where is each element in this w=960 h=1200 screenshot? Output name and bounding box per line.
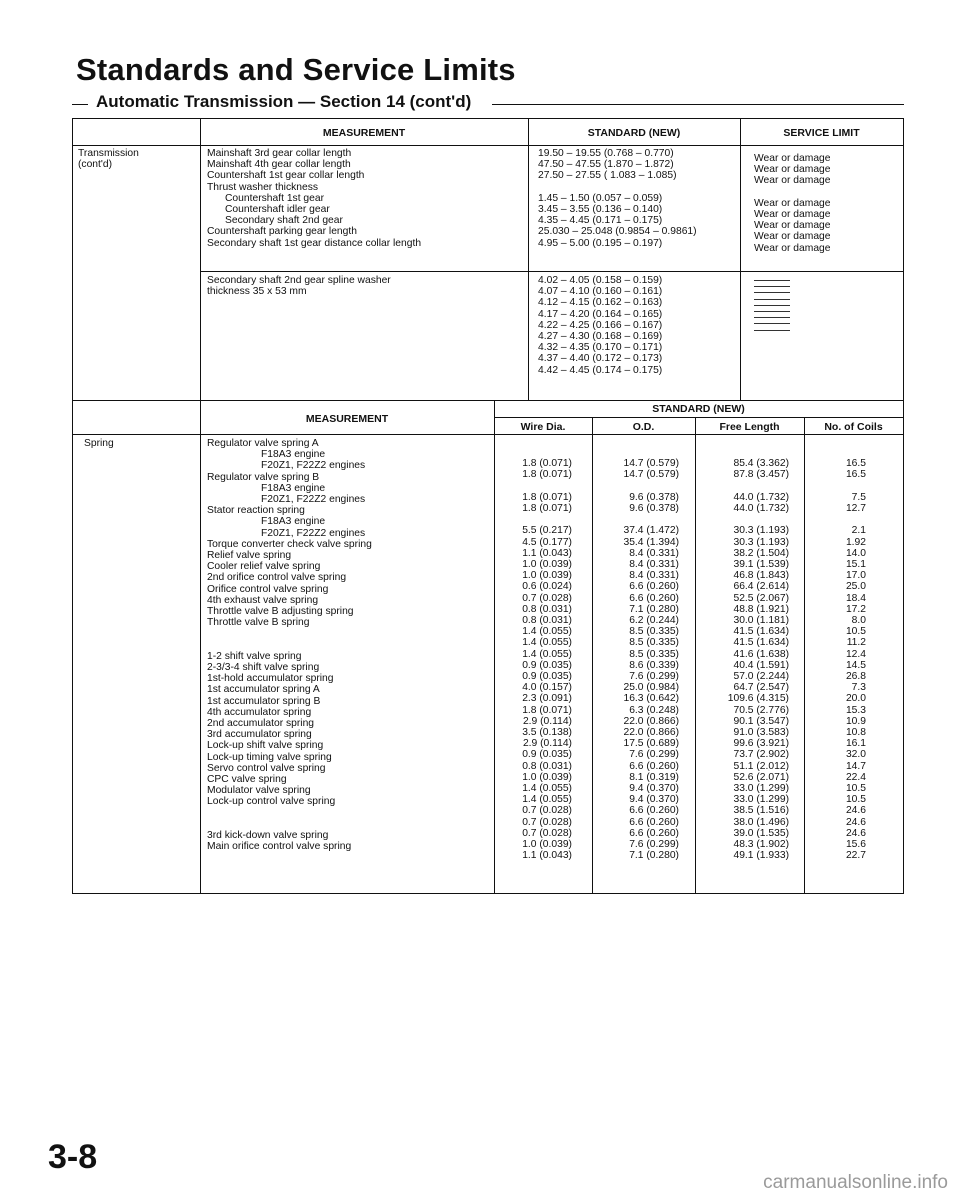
service-limit-value: [754, 187, 831, 198]
od-value: [592, 481, 679, 492]
wire-dia-value: 4.0 (0.157): [522, 682, 572, 694]
free-length-value: 49.1 (1.933): [733, 850, 789, 862]
free-length-value: 48.3 (1.902): [733, 839, 789, 851]
standard-value: 19.50 – 19.55 (0.768 – 0.770): [538, 148, 674, 159]
wire-dia-value: 1.4 (0.055): [522, 626, 572, 638]
heading-lead-rule: [72, 104, 88, 105]
od-value: 35.4 (1.394): [623, 536, 679, 548]
coils-value: 24.6: [845, 816, 866, 828]
od-value: 7.1 (0.280): [629, 850, 679, 862]
coils-value: 17.0: [845, 570, 866, 582]
no-limit-dash: [754, 299, 790, 300]
coils-value: 14.0: [845, 547, 866, 559]
od-value: 7.6 (0.299): [629, 749, 679, 761]
wire-dia-value: 1.4 (0.055): [522, 637, 572, 649]
header-no-of-coils: No. of Coils: [824, 421, 883, 433]
free-length-column: [695, 447, 789, 861]
page-number: 3-8: [48, 1138, 98, 1176]
coils-value: 15.6: [845, 839, 866, 851]
footer-watermark: carmanualsonline.info: [763, 1172, 948, 1193]
wire-dia-value: 2.9 (0.114): [522, 715, 572, 727]
standard-value: 25.030 – 25.048 (0.9854 – 0.9861): [538, 226, 697, 238]
standard-value: 4.42 – 4.45 (0.174 – 0.175): [538, 364, 663, 376]
spring-label: 2nd orifice control valve spring: [207, 572, 347, 584]
coils-value: 10.5: [845, 794, 866, 806]
header-divider: [72, 145, 904, 146]
service-limit-value: Wear or damage: [754, 231, 831, 243]
standard-value: 4.17 – 4.20 (0.164 – 0.165): [538, 308, 663, 320]
spring-label: 1st accumulator spring A: [207, 684, 320, 696]
coils-value: [804, 514, 866, 525]
od-value: 37.4 (1.472): [623, 525, 679, 537]
od-value: 8.5 (0.335): [629, 637, 679, 649]
standard-value: 4.07 – 4.10 (0.160 – 0.161): [538, 286, 663, 298]
no-limit-dash: [754, 292, 790, 293]
table-border-right: [903, 118, 904, 401]
od-value: 7.6 (0.299): [629, 671, 679, 683]
od-value: 7.1 (0.280): [629, 603, 679, 615]
od-value: 14.7 (0.579): [623, 469, 679, 481]
header-od: O.D.: [632, 421, 655, 433]
table-border-bottom: [72, 893, 904, 894]
coils-value: 16.5: [845, 469, 866, 481]
section-subtitle: Automatic Transmission — Section 14 (cont'd): [96, 92, 481, 112]
no-limit-dash: [754, 305, 790, 306]
standard-value: 47.50 – 47.55 (1.870 – 1.872): [538, 159, 674, 171]
page-title: Standards and Service Limits: [76, 52, 516, 87]
od-value: 25.0 (0.984): [623, 682, 679, 694]
section-heading: [72, 92, 904, 118]
spring-label: Torque converter check valve spring: [207, 538, 372, 550]
od-value: 6.2 (0.244): [629, 615, 679, 626]
free-length-value: 91.0 (3.583): [733, 727, 789, 739]
header-standard: STANDARD (NEW): [652, 403, 745, 415]
od-value: 9.6 (0.378): [629, 502, 679, 514]
service-limit-value: Wear or damage: [754, 242, 831, 254]
coils-value: 16.5: [845, 458, 866, 470]
measurement-item: Secondary shaft 2nd gear: [225, 215, 343, 227]
spring-label: F18A3 engine: [261, 516, 326, 528]
coils-value: 2.1: [851, 525, 866, 537]
spring-label: [207, 819, 372, 830]
coils-value: [804, 447, 866, 458]
measurement-item: thickness 35 x 53 mm: [207, 286, 307, 298]
coils-value: 7.5: [851, 491, 866, 503]
spring-label: Orifice control valve spring: [207, 583, 329, 595]
free-length-value: 52.6 (2.071): [733, 771, 789, 783]
spring-label: F20Z1, F22Z2 engines: [261, 527, 366, 539]
group-label: Spring: [84, 438, 114, 449]
free-length-value: 38.5 (1.516): [733, 805, 789, 817]
coils-column: [804, 447, 866, 861]
group-label-line: (cont'd): [78, 159, 113, 171]
coils-value: 15.3: [845, 704, 866, 716]
group-label: [78, 148, 139, 170]
coils-value: 17.2: [845, 603, 866, 615]
block1-measurements: [207, 148, 421, 249]
standard-value: 4.35 – 4.45 (0.171 – 0.175): [538, 215, 663, 227]
wire-dia-value: 0.8 (0.031): [522, 603, 572, 615]
spring-label: 3rd accumulator spring: [207, 729, 312, 741]
no-limit-dash: [754, 330, 790, 331]
standard-value: 4.22 – 4.25 (0.166 – 0.167): [538, 319, 663, 331]
free-length-value: 51.1 (2.012): [733, 760, 789, 772]
free-length-value: 99.6 (3.921): [733, 738, 789, 750]
od-value: 22.0 (0.866): [623, 727, 679, 739]
od-value: [592, 447, 679, 458]
free-length-value: 33.0 (1.299): [733, 794, 789, 806]
spring-label: F18A3 engine: [261, 449, 326, 461]
wire-dia-value: 1.4 (0.055): [522, 648, 572, 660]
wire-dia-value: 0.9 (0.035): [522, 749, 572, 761]
od-value: 9.6 (0.378): [629, 491, 679, 503]
wire-dia-value: [494, 481, 572, 492]
wire-dia-value: 1.8 (0.071): [522, 704, 572, 716]
wire-dia-value: 0.7 (0.028): [522, 827, 572, 839]
block-divider: [200, 271, 904, 272]
header-free-length: Free Length: [719, 421, 780, 433]
standard-value: 3.45 – 3.55 (0.136 – 0.140): [538, 204, 663, 215]
spring-label: 1-2 shift valve spring: [207, 650, 302, 662]
coils-value: 22.4: [845, 771, 866, 783]
od-value: 16.3 (0.642): [623, 693, 679, 705]
header-measurement: MEASUREMENT: [305, 413, 389, 425]
free-length-value: 85.4 (3.362): [733, 458, 789, 470]
coils-value: 14.5: [845, 659, 866, 671]
od-value: 22.0 (0.866): [623, 715, 679, 727]
service-limit-value: Wear or damage: [754, 153, 831, 164]
transmission-table: [72, 118, 904, 401]
spring-label: [207, 808, 372, 819]
header-measurement: MEASUREMENT: [322, 127, 406, 139]
free-length-value: 33.0 (1.299): [733, 783, 789, 795]
column-divider: [200, 401, 201, 894]
od-value: 7.6 (0.299): [629, 839, 679, 851]
service-limit-value: Wear or damage: [754, 164, 831, 176]
od-value: 6.6 (0.260): [629, 827, 679, 839]
wire-dia-value: 0.8 (0.031): [522, 760, 572, 772]
od-value: 6.6 (0.260): [629, 592, 679, 604]
free-length-value: 70.5 (2.776): [733, 704, 789, 716]
coils-value: 24.6: [845, 805, 866, 817]
free-length-value: 46.8 (1.843): [733, 570, 789, 582]
spring-label: Relief valve spring: [207, 550, 292, 562]
spring-label: F18A3 engine: [261, 482, 326, 494]
free-length-value: 41.6 (1.638): [733, 648, 789, 660]
od-value: [592, 514, 679, 525]
no-limit-dash: [754, 286, 790, 287]
wire-dia-value: 0.9 (0.035): [522, 671, 572, 683]
free-length-value: 39.1 (1.539): [733, 558, 789, 570]
no-limit-dash: [754, 311, 790, 312]
spring-label: 3rd kick-down valve spring: [207, 830, 329, 842]
standard-value: [538, 182, 697, 193]
od-value: 8.4 (0.331): [629, 558, 679, 570]
spring-label: Servo control valve spring: [207, 762, 326, 774]
column-divider: [528, 118, 529, 401]
service-limit-value: Wear or damage: [754, 175, 831, 187]
spring-label: 2-3/3-4 shift valve spring: [207, 662, 320, 674]
block2-standards: [538, 275, 662, 376]
spring-label: Regulator valve spring B: [207, 471, 320, 483]
od-value: 9.4 (0.370): [629, 783, 679, 795]
wire-dia-value: 0.7 (0.028): [522, 592, 572, 604]
wire-dia-value: 4.5 (0.177): [522, 536, 572, 548]
free-length-value: 87.8 (3.457): [733, 469, 789, 481]
od-column: [592, 447, 679, 861]
service-limit-value: Wear or damage: [754, 197, 831, 209]
service-limit-value: Wear or damage: [754, 209, 831, 220]
measurement-item: Countershaft parking gear length: [207, 226, 357, 238]
group-label-line: Transmission: [78, 148, 139, 159]
spring-labels: [207, 438, 372, 852]
spring-label: [207, 628, 372, 639]
spring-label: F20Z1, F22Z2 engines: [261, 460, 366, 472]
free-length-value: [695, 481, 789, 492]
column-divider: [740, 118, 741, 401]
wire-dia-value: 1.1 (0.043): [522, 850, 572, 862]
block1-standards: [538, 148, 697, 249]
od-value: 6.6 (0.260): [629, 581, 679, 593]
wire-dia-value: 1.0 (0.039): [522, 771, 572, 783]
header-service-limit: SERVICE LIMIT: [783, 127, 860, 139]
spring-label: Stator reaction spring: [207, 505, 305, 517]
standard-value: 4.27 – 4.30 (0.168 – 0.169): [538, 331, 663, 343]
spring-label: Lock-up timing valve spring: [207, 751, 332, 763]
measurement-item: Countershaft idler gear: [225, 204, 330, 216]
wire-dia-value: 3.5 (0.138): [522, 727, 572, 739]
table-border-left: [72, 118, 73, 401]
subheader-divider: [494, 417, 904, 418]
coils-value: 26.8: [845, 671, 866, 683]
column-divider: [200, 118, 201, 401]
measurement-item: Mainshaft 3rd gear collar length: [207, 148, 352, 159]
free-length-value: 66.4 (2.614): [733, 581, 789, 593]
measurement-item: Countershaft 1st gear collar length: [207, 170, 365, 182]
od-value: 6.6 (0.260): [629, 816, 679, 828]
coils-value: 10.5: [845, 626, 866, 638]
coils-value: 24.6: [845, 827, 866, 839]
standard-value: 4.02 – 4.05 (0.158 – 0.159): [538, 275, 663, 286]
coils-value: 12.4: [845, 648, 866, 660]
spring-label: Throttle valve B adjusting spring: [207, 606, 354, 618]
spring-label: 2nd accumulator spring: [207, 718, 315, 730]
coils-value: 20.0: [845, 693, 866, 705]
table-border-right: [903, 401, 904, 894]
free-length-value: 30.3 (1.193): [733, 525, 789, 537]
wire-dia-value: 1.0 (0.039): [522, 570, 572, 582]
free-length-value: 52.5 (2.067): [733, 592, 789, 604]
table-border-left: [72, 401, 73, 894]
wire-dia-value: 0.7 (0.028): [522, 816, 572, 828]
spring-label: Throttle valve B spring: [207, 617, 310, 629]
spring-label: 4th exhaust valve spring: [207, 594, 319, 606]
wire-dia-value: [494, 447, 572, 458]
header-divider: [72, 434, 904, 435]
coils-value: 14.7: [845, 760, 866, 772]
measurement-item: Secondary shaft 2nd gear spline washer: [207, 275, 391, 286]
measurement-item: Secondary shaft 1st gear distance collar length: [207, 237, 422, 249]
coils-value: 10.5: [845, 783, 866, 795]
spring-label: Cooler relief valve spring: [207, 561, 321, 573]
coils-value: 15.1: [845, 558, 866, 570]
od-value: 17.5 (0.689): [623, 738, 679, 750]
free-length-value: 40.4 (1.591): [733, 659, 789, 671]
free-length-value: 90.1 (3.547): [733, 715, 789, 727]
standard-value: 27.50 – 27.55 ( 1.083 – 1.085): [538, 170, 677, 182]
wire-dia-value: 1.4 (0.055): [522, 783, 572, 795]
free-length-value: 44.0 (1.732): [733, 491, 789, 503]
coils-value: 11.2: [846, 637, 866, 649]
wire-dia-column: [494, 447, 572, 861]
header-wire-dia: Wire Dia.: [520, 421, 566, 433]
od-value: 8.4 (0.331): [629, 547, 679, 559]
wire-dia-value: [494, 514, 572, 525]
coils-value: 16.1: [845, 738, 866, 750]
coils-value: 10.8: [845, 727, 866, 739]
free-length-value: 64.7 (2.547): [733, 682, 789, 694]
free-length-value: 30.0 (1.181): [733, 615, 789, 626]
coils-value: 12.7: [845, 502, 866, 514]
table-border-top: [72, 118, 904, 119]
coils-value: 7.3: [851, 682, 866, 694]
header-standard: STANDARD (NEW): [587, 127, 681, 139]
wire-dia-value: 0.7 (0.028): [522, 805, 572, 817]
free-length-value: 38.2 (1.504): [733, 547, 789, 559]
wire-dia-value: 2.3 (0.091): [522, 693, 572, 705]
coils-value: 25.0: [845, 581, 866, 593]
standard-value: 4.37 – 4.40 (0.172 – 0.173): [538, 353, 663, 365]
no-limit-dash: [754, 280, 790, 281]
wire-dia-value: 1.1 (0.043): [522, 547, 572, 559]
coils-value: 22.7: [845, 850, 866, 862]
wire-dia-value: 1.0 (0.039): [522, 839, 572, 851]
block2-measurements: [207, 275, 391, 297]
coils-value: 1.92: [845, 536, 866, 548]
wire-dia-value: 0.8 (0.031): [522, 615, 572, 626]
od-value: 8.1 (0.319): [629, 771, 679, 783]
spring-label: Main orifice control valve spring: [207, 841, 352, 853]
spring-label: Regulator valve spring A: [207, 438, 319, 449]
measurement-item: Mainshaft 4th gear collar length: [207, 159, 351, 171]
measurement-item: Countershaft 1st gear: [225, 192, 325, 204]
od-value: 8.4 (0.331): [629, 570, 679, 582]
standard-value: 4.12 – 4.15 (0.162 – 0.163): [538, 297, 663, 309]
od-value: 8.6 (0.339): [629, 659, 679, 671]
spring-table: [72, 401, 904, 894]
od-value: 6.3 (0.248): [629, 704, 679, 716]
spring-label: 1st-hold accumulator spring: [207, 673, 334, 685]
free-length-value: 39.0 (1.535): [733, 827, 789, 839]
block2-service-dashes: [754, 275, 790, 336]
od-value: 9.4 (0.370): [629, 794, 679, 806]
spring-label: F20Z1, F22Z2 engines: [261, 494, 366, 506]
block1-service-limits: [754, 153, 831, 254]
no-limit-dash: [754, 323, 790, 324]
wire-dia-value: 5.5 (0.217): [522, 525, 572, 537]
free-length-value: 109.6 (4.315): [727, 693, 789, 705]
free-length-value: 73.7 (2.902): [733, 749, 789, 761]
standard-value: 1.45 – 1.50 (0.057 – 0.059): [538, 192, 663, 204]
standard-value: 4.32 – 4.35 (0.170 – 0.171): [538, 342, 663, 354]
spring-label: 4th accumulator spring: [207, 706, 312, 718]
free-length-value: [695, 514, 789, 525]
heading-rule: [492, 104, 904, 105]
no-limit-dash: [754, 317, 790, 318]
wire-dia-value: 0.6 (0.024): [522, 581, 572, 593]
od-value: 8.5 (0.335): [629, 626, 679, 638]
free-length-value: 30.3 (1.193): [733, 536, 789, 548]
free-length-value: 38.0 (1.496): [733, 816, 789, 828]
spring-label: Modulator valve spring: [207, 785, 311, 797]
spring-label: 1st accumulator spring B: [207, 695, 321, 707]
spring-label: Lock-up control valve spring: [207, 796, 336, 808]
free-length-value: 57.0 (2.244): [733, 671, 789, 683]
coils-value: 32.0: [845, 749, 866, 761]
coils-value: 10.9: [845, 715, 866, 727]
od-value: 6.6 (0.260): [629, 805, 679, 817]
standard-value: 4.95 – 5.00 (0.195 – 0.197): [538, 237, 663, 249]
free-length-value: [695, 447, 789, 458]
wire-dia-value: 1.8 (0.071): [522, 502, 572, 514]
coils-value: 18.4: [845, 592, 866, 604]
wire-dia-value: 1.4 (0.055): [522, 794, 572, 806]
service-limit-value: Wear or damage: [754, 220, 831, 232]
wire-dia-value: 0.9 (0.035): [522, 659, 572, 671]
spring-label: CPC valve spring: [207, 774, 287, 786]
coils-value: 8.0: [851, 615, 866, 626]
od-value: 6.6 (0.260): [629, 760, 679, 772]
free-length-value: 48.8 (1.921): [733, 603, 789, 615]
od-value: 14.7 (0.579): [623, 458, 679, 470]
wire-dia-value: 1.8 (0.071): [522, 458, 572, 470]
spring-label: Lock-up shift valve spring: [207, 740, 324, 752]
coils-value: [804, 481, 866, 492]
free-length-value: 41.5 (1.634): [733, 626, 789, 638]
free-length-value: 41.5 (1.634): [733, 637, 789, 649]
wire-dia-value: 1.8 (0.071): [522, 469, 572, 481]
spring-label: [207, 640, 372, 651]
free-length-value: 44.0 (1.732): [733, 502, 789, 514]
wire-dia-value: 1.0 (0.039): [522, 558, 572, 570]
measurement-item: Thrust washer thickness: [207, 181, 319, 193]
od-value: 8.5 (0.335): [629, 648, 679, 660]
wire-dia-value: 2.9 (0.114): [522, 738, 572, 750]
wire-dia-value: 1.8 (0.071): [522, 491, 572, 503]
